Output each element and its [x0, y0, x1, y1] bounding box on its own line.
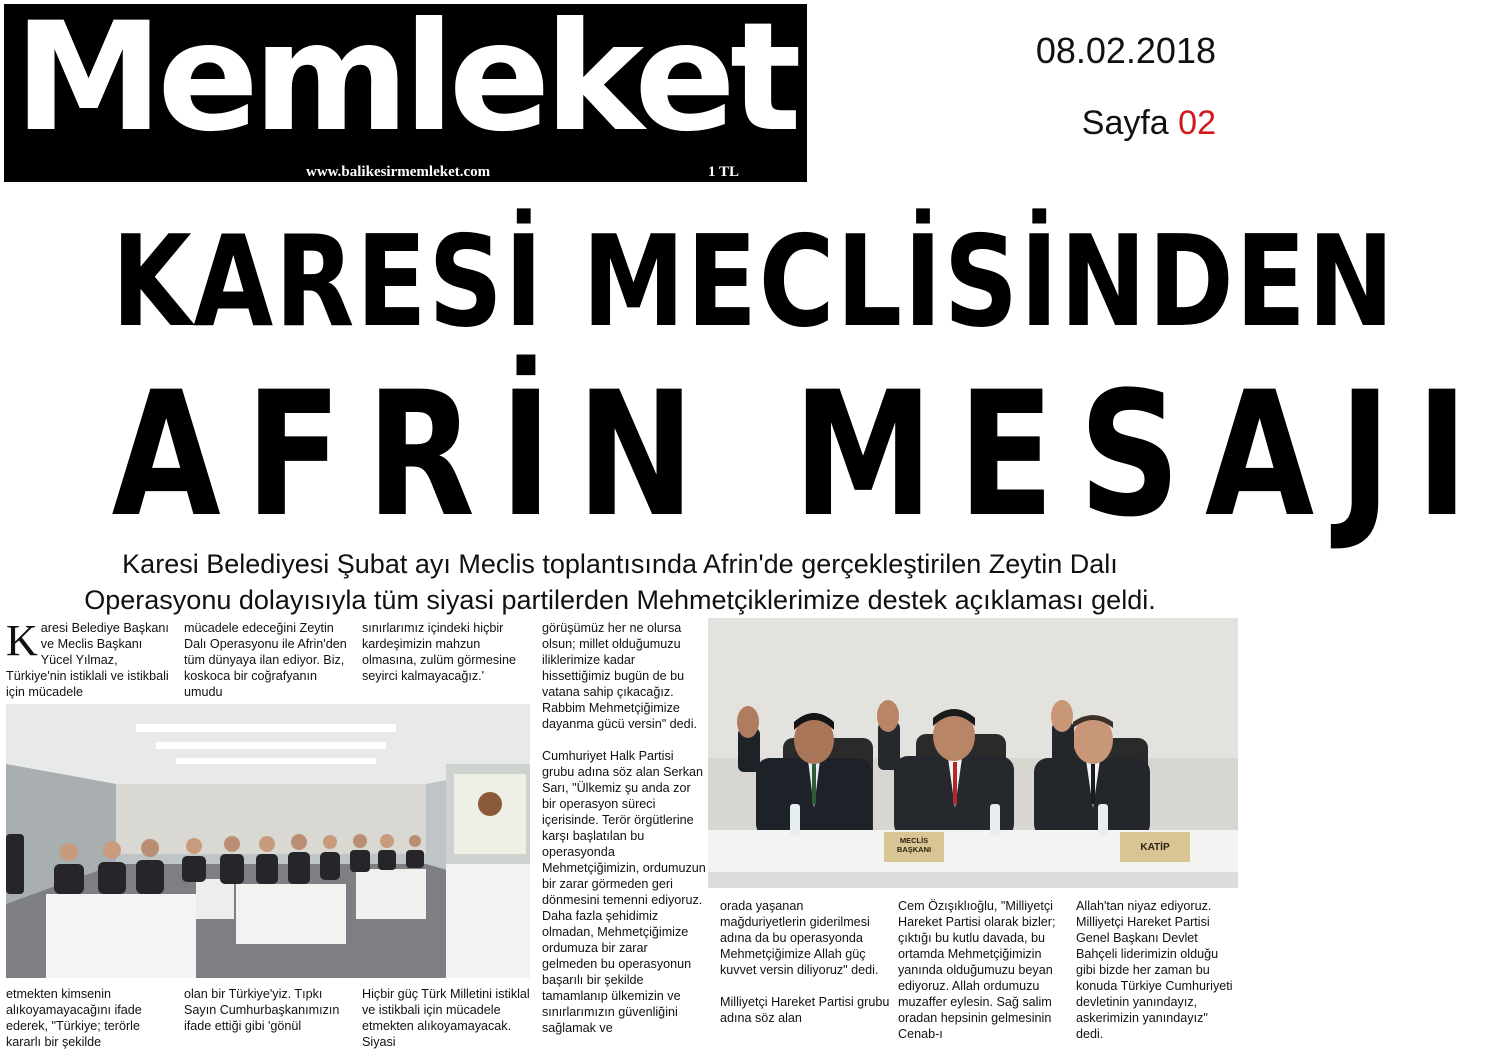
article-text: Yılmaz, Türkiye'nin istiklali ve istikbali için mücadele — [6, 653, 169, 699]
article-paragraph: orada yaşanan mağduriyetlerin giderilmesi adına da bu operasyonda Mehmetçiğimize Allah güç kuvvet versin diliyoruz" dedi. — [720, 899, 879, 977]
article-col-2-bottom: olan bir Türkiye'yiz. Tıpkı Sayın Cumhurbaşkanımızın ifade ettiği gibi 'gönül — [184, 987, 340, 1033]
article-col-3-bottom: Hiçbir güç Türk Milletini istiklal ve istikbali için mücadele etmekten alıkoyamayacak. Siyasi — [362, 987, 530, 1049]
masthead-url: www.balikesirmemleket.com — [306, 164, 491, 180]
nameplate-right: KATİP — [1140, 842, 1170, 853]
article-col-1-top — [6, 616, 174, 700]
article-col-2-top: mücadele edeceğini Zeytin Dalı Operasyonu ile Afrin'den tüm dünyaya ilan ediyor. Biz, koskoca bir coğrafyanın umudu — [184, 621, 347, 699]
article-col-4 — [542, 620, 706, 1036]
subheadline-line-2: Operasyonu dolayısıyla tüm siyasi partilerden Mehmetçiklerimize destek açıklaması geldi. — [84, 585, 1156, 615]
masthead — [4, 0, 807, 182]
article-text: aresi Belediye Başkanı ve Meclis Başkanı Yücel — [40, 621, 169, 667]
presidium-photo — [708, 618, 1238, 888]
subheadline-line-1: Karesi Belediyesi Şubat ayı Meclis toplantısında Afrin'de gerçekleştirilen Zeytin Dalı — [122, 549, 1118, 579]
headline-line-2: AFRİN MESAJI — [111, 354, 1493, 555]
page-reference — [1082, 104, 1216, 143]
page-number: 02 — [1178, 104, 1216, 142]
subheadline — [0, 546, 1240, 618]
nameplate-left: MECLİS BAŞKANI — [896, 836, 932, 854]
article-col-5 — [720, 898, 890, 1026]
headline-line-1: KARESİ MECLİSİNDEN — [111, 208, 1396, 355]
article-col-6: Cem Özışıklıoğlu, "Milliyetçi Hareket Partisi olarak bizler; çıktığı bu kutlu davada, bu ortamda Mehmetçiğimizin yanında olduğumuzu beyan ediyoruz. Allah ordumuzu muzaffer eylesin. Sağ salim oradan hepsinin gelmesinin Cenab-ı — [898, 899, 1056, 1041]
council-meeting-illustration — [6, 704, 530, 978]
masthead-price: 1 TL — [708, 164, 739, 180]
drop-cap: K — [6, 616, 38, 665]
page-label: Sayfa — [1081, 104, 1169, 142]
article-paragraph: görüşümüz her ne olursa olsun; millet olduğumuzu iliklerimize kadar hissettiğimiz bugün de bu vatana sahip çıkacağız. Rabbim Mehmetçiğimize dayanma gücü versin" dedi. — [542, 621, 697, 731]
article-paragraph: Cumhuriyet Halk Partisi grubu adına söz alan Serkan Sarı, "Ülkemiz şu anda zor bir operasyon süreci içerisinde. Terör örgütlerine karşı başlatılan bu operasyonda Mehmetçiğimizin, ordumuzun bir zarar görmeden geri dönmesini temenni ediyoruz. Daha fazla şehidimiz olmadan, Mehmetçiğimize ordumuza bir zarar gelmeden bu operasyonun başarılı bir şekilde tamamlanıp ülkemizin ve sınırlarımızın güvenliğini sağlamak ve — [542, 749, 706, 1035]
council-meeting-photo — [6, 704, 530, 978]
article-col-1-bottom: etmekten kimsenin alıkoyamayacağını ifade ederek, "Türkiye; terörle kararlı bir şekilde — [6, 987, 142, 1049]
article-col-3-top: sınırlarımız içindeki hiçbir kardeşimizin mahzun olmasına, zulüm görmesine seyirci kalmayacağız.' — [362, 621, 516, 683]
article-paragraph: Milliyetçi Hareket Partisi grubu adına söz alan — [720, 995, 890, 1025]
issue-date: 08.02.2018 — [1035, 30, 1216, 71]
article-col-7: Allah'tan niyaz ediyoruz. Milliyetçi Hareket Partisi Genel Başkanı Devlet Bahçeli liderimizin olduğu gibi bizde her zaman bu konuda Türkiye Cumhuriyeti devletinin yanındayız, askerimizin yanındayız" dedi. — [1076, 899, 1233, 1041]
masthead-title: Memleket — [14, 0, 796, 165]
